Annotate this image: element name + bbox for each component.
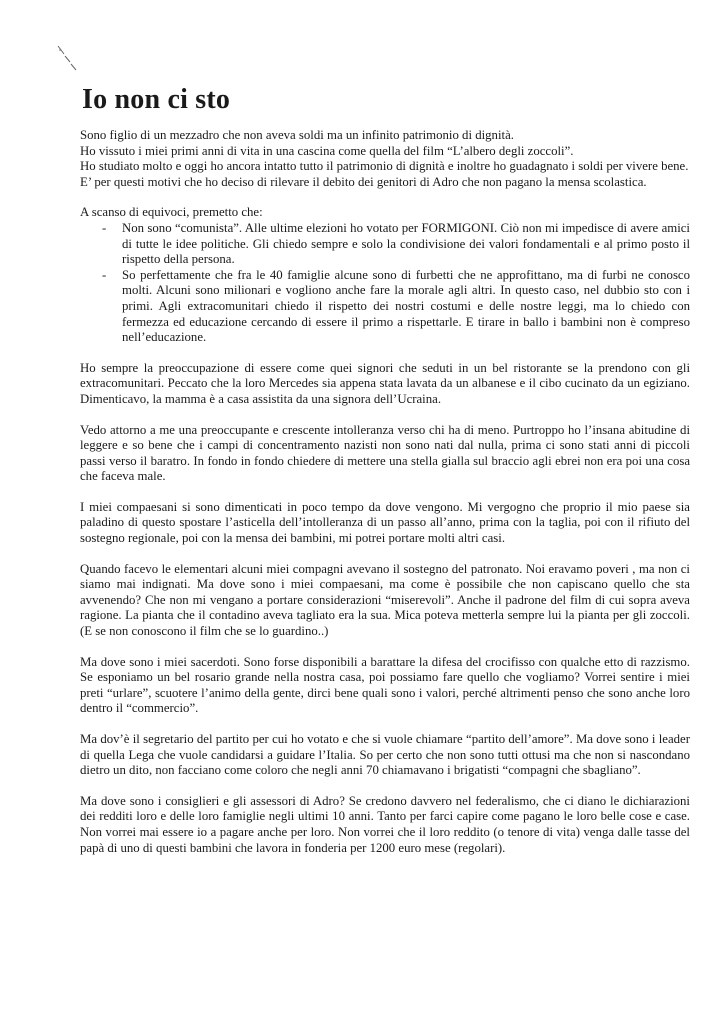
intro-line: Ho studiato molto e oggi ho ancora intatto tutto il patrimonio di dignità e inoltre ho guadagnato i soldi per vivere bene. [80, 159, 689, 174]
intro-block [80, 128, 690, 190]
list-item [80, 268, 690, 346]
paragraph: I miei compaesani si sono dimenticati in poco tempo da dove vengono. Mi vergogno che proprio il mio paese sia paladino di questo spostare l’asticella dell’intolleranza di un passo all’anno, prima con la taglia, poi con il rifiuto del sostegno regionale, poi con la mensa dei bambini, mi potrei portare molti altri casi. [80, 499, 690, 546]
dash-bullet-icon: - [102, 267, 107, 282]
intro-line: E’ per questi motivi che ho deciso di rilevare il debito dei genitori di Adro che non pagano la mensa scolastica. [80, 174, 647, 189]
paragraph: Ho sempre la preoccupazione di essere come quei signori che seduti in un bel ristorante se la prendono con gli extracomunitari. Peccato che la loro Mercedes sia appena stata lavata da un albanese e il cibo cucinato da un egiziano. Dimenticavo, la mamma è a casa assistita da una signora dell’Ucraina. [80, 360, 690, 406]
premise-list [80, 221, 690, 346]
paragraph: Quando facevo le elementari alcuni miei compagni avevano il sostegno del patronato. Noi eravamo poveri , ma non ci siamo mai indignati. Ma dove sono i miei compaesani, ma come è possibile che non capiscano quello che sta avvenendo? Che non mi vengano a portare considerazioni “miserevoli”. Anche il padrone del film di cui sopra aveva ragione. La pianta che il contadino aveva tagliato era la sua. Mica poteva metterla sempre lui la pianta per gli zoccoli. (E se non conoscono il film che se lo guardino..) [80, 561, 690, 639]
document-body [80, 128, 690, 856]
dash-bullet-icon: - [102, 220, 107, 235]
intro-line: Sono figlio di un mezzadro che non aveva soldi ma un infinito patrimonio di dignità. [80, 128, 514, 142]
premise-line: A scanso di equivoci, premetto che: [80, 205, 263, 220]
paragraph: Ma dov’è il segretario del partito per cui ho votato e che si vuole chiamare “partito dell’amore”. Ma dove sono i leader di quella Lega che vuole candidarsi a guidare l’Italia. So per certo che non sono tutti ottusi ma che non si nascondano dietro un dito, non facciano come coloro che negli anni 70 chiamavano i brigatisti “compagni che sbagliano”. [80, 732, 690, 778]
list-item [80, 221, 690, 268]
list-item-text: So perfettamente che fra le 40 famiglie alcune sono di furbetti che ne approfittano, ma di furbi ne conosco molti. Alcuni sono milionari e vogliono anche fare la morale agli altri. In questo caso, nel dubbio sto con i primi. Agli extracomunitari chiedo il rispetto dei nostri costumi e delle nostre leggi, ma lo chiedo con fermezza ed educazione cercando di essere il primo a rispettarle. E tirare in ballo i bambini non è compreso nell’educazione. [122, 267, 690, 345]
intro-line: Ho vissuto i miei primi anni di vita in una cascina come quella del film “L’albero degli zoccoli”. [80, 143, 574, 158]
paragraph: Ma dove sono i miei sacerdoti. Sono forse disponibili a barattare la difesa del crocifisso con qualche etto di razzismo. Se esponiamo un bel rosario grande nella nostra casa, poi possiamo fare quello che vogliamo? Vorrei sentire i miei preti “urlare”, scuotere l’animo della gente, dirci bene quali sono i valori, perché altrimenti penso che sono anche loro dentro il “commercio”. [80, 654, 690, 716]
paragraph: Vedo attorno a me una preoccupante e crescente intolleranza verso chi ha di meno. Purtroppo ho l’insana abitudine di leggere e so bene che i campi di concentramento nazisti non sono nati dal nulla, prima ci sono stati anni di piccoli passi verso il baratro. In fondo in fondo chiedere di mettere una stella gialla sul braccio agli ebrei non era poi una cosa che faceva male. [80, 422, 690, 484]
paragraph: Ma dove sono i consiglieri e gli assessori di Adro? Se credono davvero nel federalismo, che ci diano le dichiarazioni dei redditi loro e delle loro famiglie negli ultimi 10 anni. Tanto per farci capire come pagano le loro belle cose e case. Non vorrei mai essere io a pagare anche per loro. Non vorrei che il loro reddito (o tenore di vita) venga dalle tasse del papà di uno di questi bambini che lavora in fonderia per 1200 euro mese (regolari). [80, 793, 690, 855]
list-item-text: Non sono “comunista”. Alle ultime elezioni ho votato per FORMIGONI. Ciò non mi impedisce di avere amici di tutte le idee politiche. Gli chiedo sempre e solo la condivisione dei valori fondamentali e al primo posto il rispetto della persona. [122, 220, 690, 267]
scan-mark [56, 44, 80, 72]
document-title: Io non ci sto [82, 84, 231, 115]
